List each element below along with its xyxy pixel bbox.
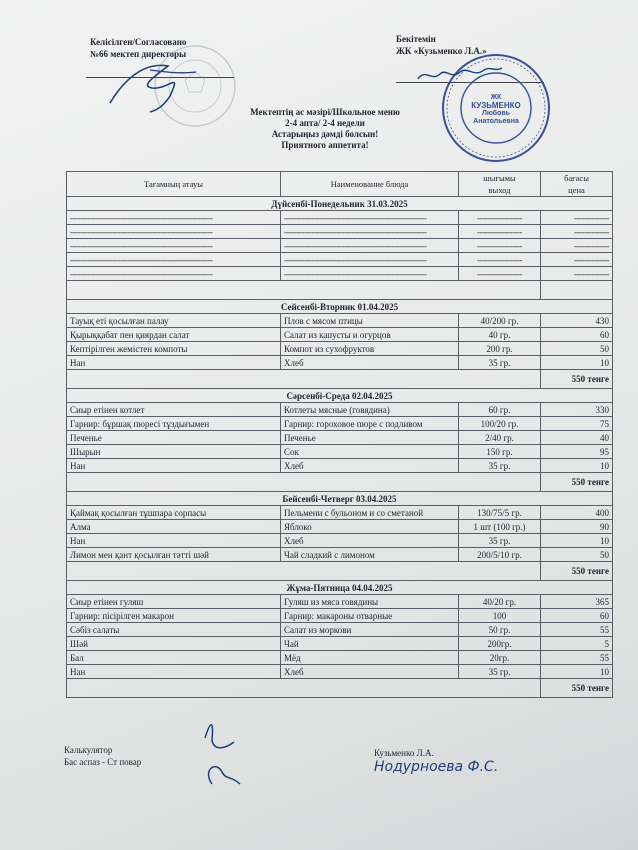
stamp-line2: КУЗЬМЕНКО [471, 101, 521, 110]
dish-name-kz: Алма [67, 520, 281, 534]
dish-price: 60 [541, 328, 613, 342]
table-row [67, 211, 613, 225]
dish-name-kz: --------------------------------------------------------- [67, 211, 281, 225]
dish-name-kz: Печенье [67, 431, 281, 445]
dish-name-kz: Гарнир: пісірілген макарон [67, 609, 281, 623]
day-total-row [67, 281, 613, 300]
chef-label: Бас аспаз - Ст повар [64, 757, 142, 767]
table-row [67, 459, 613, 473]
dish-name-kz: Нан [67, 534, 281, 548]
dish-name-ru: Котлеты мясные (говядина) [281, 403, 459, 417]
dish-output: 35 гр. [459, 356, 541, 370]
table-row [67, 637, 613, 651]
calculator-signature-icon [205, 725, 234, 748]
col-header-output-ru: выход [459, 184, 541, 197]
dish-output: 100 [459, 609, 541, 623]
dish-price: 400 [541, 506, 613, 520]
dish-price: 10 [541, 665, 613, 679]
dish-name-kz: Нан [67, 665, 281, 679]
greeting-ru: Приятного аппетита! [281, 140, 369, 150]
dish-name-ru: Пельмени с бульоном и со сметаной [281, 506, 459, 520]
dish-price: -------------- [541, 211, 613, 225]
total-spacer [67, 562, 541, 581]
day-total-row [67, 679, 613, 698]
day-total: 550 тенге [541, 679, 613, 698]
dish-price: 430 [541, 314, 613, 328]
approve-label: Бекітемін [396, 34, 436, 44]
dish-output: 130/75/5 гр. [459, 506, 541, 520]
table-row [67, 253, 613, 267]
dish-output: ------------------ [459, 225, 541, 239]
table-row [67, 609, 613, 623]
day-title: Бейсенбі-Четверг 03.04.2025 [67, 492, 613, 506]
dish-price: 10 [541, 534, 613, 548]
table-row [67, 623, 613, 637]
dish-output: ------------------ [459, 267, 541, 281]
director-signature-icon [110, 65, 175, 112]
dish-name-ru: Хлеб [281, 459, 459, 473]
stamp-line1: ЖК [490, 94, 502, 101]
dish-name-kz: Қырыққабат пен қиярдан салат [67, 328, 281, 342]
day-title: Сәрсенбі-Среда 02.04.2025 [67, 389, 613, 403]
col-header-price-kz: бағасы [541, 172, 613, 185]
total-spacer [67, 370, 541, 389]
dish-price: -------------- [541, 225, 613, 239]
table-row [67, 328, 613, 342]
day-header-row [67, 197, 613, 211]
day-header-row [67, 492, 613, 506]
dish-name-kz: Қаймақ қосылған тұшпара сорпасы [67, 506, 281, 520]
day-header-row [67, 300, 613, 314]
day-total: 550 тенге [541, 473, 613, 492]
dish-name-ru: --------------------------------------------------------- [281, 253, 459, 267]
dish-price: 50 [541, 342, 613, 356]
dish-name-kz: Нан [67, 459, 281, 473]
dish-output: ------------------ [459, 253, 541, 267]
col-header-ru: Наименование блюда [281, 172, 459, 197]
dish-output: ------------------ [459, 211, 541, 225]
dish-price: 95 [541, 445, 613, 459]
dish-output: 150 гр. [459, 445, 541, 459]
dish-name-kz: Тауық еті қосылған палау [67, 314, 281, 328]
dish-name-ru: Хлеб [281, 665, 459, 679]
agreed-label: Келісілген/Согласовано [90, 37, 187, 47]
dish-name-kz: Кептірілген жемістен компоты [67, 342, 281, 356]
table-row [67, 356, 613, 370]
dish-name-kz: Бал [67, 651, 281, 665]
dish-price: 60 [541, 609, 613, 623]
dish-name-ru: --------------------------------------------------------- [281, 239, 459, 253]
dish-price: -------------- [541, 239, 613, 253]
dish-name-kz: Нан [67, 356, 281, 370]
dish-output: 2/40 гр. [459, 431, 541, 445]
dish-name-ru: Мёд [281, 651, 459, 665]
dish-output: 40 гр. [459, 328, 541, 342]
dish-output: 40/20 гр. [459, 595, 541, 609]
chef-name-handwritten: Нодурноева Ф.С. [374, 759, 499, 775]
dish-name-ru: Гарнир: макароны отварные [281, 609, 459, 623]
entrepreneur-label: ЖК «Кузьменко Л.А.» [396, 46, 487, 56]
footer-left [64, 744, 141, 768]
dish-name-kz: --------------------------------------------------------- [67, 253, 281, 267]
menu-title: Мектептің ас мәзірі/Школьное меню [250, 107, 400, 117]
dish-name-ru: Хлеб [281, 356, 459, 370]
dish-price: 330 [541, 403, 613, 417]
stamp-text [468, 94, 524, 126]
day-total-row [67, 473, 613, 492]
dish-price: 50 [541, 548, 613, 562]
dish-output: 200гр. [459, 637, 541, 651]
greeting-kz: Астарыңыз дәмді болсын! [271, 129, 379, 139]
dish-name-ru: Плов с мясом птицы [281, 314, 459, 328]
menu-table-body [67, 197, 613, 698]
day-total-row [67, 370, 613, 389]
dish-name-ru: Компот из сухофруктов [281, 342, 459, 356]
table-row [67, 445, 613, 459]
dish-name-kz: Сиыр етінен котлет [67, 403, 281, 417]
dish-price: 10 [541, 459, 613, 473]
dish-name-ru: Гарнир: гороховое пюре с подливом [281, 417, 459, 431]
dish-name-ru: Салат из капусты и огурцов [281, 328, 459, 342]
dish-name-kz: Гарнир: бұршақ пюресі тұздығымен [67, 417, 281, 431]
dish-price: 55 [541, 651, 613, 665]
table-row [67, 595, 613, 609]
dish-name-ru: --------------------------------------------------------- [281, 225, 459, 239]
director-label: №66 мектеп директоры [90, 49, 187, 59]
menu-table [66, 171, 613, 698]
dish-output: 40/200 гр. [459, 314, 541, 328]
dish-output: 50 гр. [459, 623, 541, 637]
dish-output: 100/20 гр. [459, 417, 541, 431]
table-row [67, 403, 613, 417]
day-title: Сейсенбі-Вторник 01.04.2025 [67, 300, 613, 314]
dish-output: 35 гр. [459, 459, 541, 473]
dish-price: 5 [541, 637, 613, 651]
day-total: 550 тенге [541, 370, 613, 389]
footer-right [374, 747, 498, 773]
table-header-row [67, 172, 613, 185]
stamp-line3: Любовь [481, 110, 510, 117]
dish-name-ru: Яблоко [281, 520, 459, 534]
dish-name-kz: Сиыр етінен гуляш [67, 595, 281, 609]
col-header-kz: Тағамның атауы [67, 172, 281, 197]
dish-name-kz: --------------------------------------------------------- [67, 267, 281, 281]
day-total-row [67, 562, 613, 581]
dish-output: ------------------ [459, 239, 541, 253]
dish-name-kz: --------------------------------------------------------- [67, 225, 281, 239]
school-seal-icon [155, 46, 235, 126]
dish-name-kz: Лимон мен қант қосылған тәтті шәй [67, 548, 281, 562]
table-row [67, 520, 613, 534]
calculator-label: Калькулятор [64, 745, 113, 755]
table-row [67, 651, 613, 665]
day-title: Дүйсенбі-Понедельник 31.03.2025 [67, 197, 613, 211]
col-header-output-kz: шығымы [459, 172, 541, 185]
table-row [67, 267, 613, 281]
dish-price: 365 [541, 595, 613, 609]
dish-output: 1 шт (100 гр.) [459, 520, 541, 534]
chef-signature-icon [209, 767, 241, 784]
dish-output: 35 гр. [459, 534, 541, 548]
dish-output: 60 гр. [459, 403, 541, 417]
dish-output: 20гр. [459, 651, 541, 665]
menu-table-container [66, 171, 612, 698]
dish-price: -------------- [541, 253, 613, 267]
day-title: Жұма-Пятница 04.04.2025 [67, 581, 613, 595]
total-spacer [67, 281, 541, 300]
table-row [67, 225, 613, 239]
dish-price: -------------- [541, 267, 613, 281]
day-total [541, 281, 613, 300]
total-spacer [67, 679, 541, 698]
dish-price: 90 [541, 520, 613, 534]
table-row [67, 342, 613, 356]
dish-price: 40 [541, 431, 613, 445]
dish-name-ru: --------------------------------------------------------- [281, 267, 459, 281]
dish-name-kz: Шәй [67, 637, 281, 651]
table-row [67, 417, 613, 431]
dish-name-ru: Печенье [281, 431, 459, 445]
calculator-name: Кузьменко Л.А. [374, 748, 434, 758]
dish-output: 35 гр. [459, 665, 541, 679]
table-row [67, 431, 613, 445]
day-header-row [67, 389, 613, 403]
table-row [67, 548, 613, 562]
day-header-row [67, 581, 613, 595]
dish-name-kz: Шырын [67, 445, 281, 459]
table-row [67, 665, 613, 679]
dish-price: 55 [541, 623, 613, 637]
menu-weeks: 2-4 апта/ 2-4 недели [285, 118, 365, 128]
dish-output: 200/5/10 гр. [459, 548, 541, 562]
dish-name-ru: Сок [281, 445, 459, 459]
table-row [67, 239, 613, 253]
total-spacer [67, 473, 541, 492]
dish-name-ru: --------------------------------------------------------- [281, 211, 459, 225]
dish-name-ru: Гуляш из мяса говядины [281, 595, 459, 609]
col-header-price-ru: цена [541, 184, 613, 197]
dish-name-kz: --------------------------------------------------------- [67, 239, 281, 253]
dish-name-ru: Чай [281, 637, 459, 651]
dish-name-ru: Хлеб [281, 534, 459, 548]
dish-name-kz: Сәбіз салаты [67, 623, 281, 637]
dish-price: 75 [541, 417, 613, 431]
table-row [67, 534, 613, 548]
dish-price: 10 [541, 356, 613, 370]
day-total: 550 тенге [541, 562, 613, 581]
dish-name-ru: Салат из моркови [281, 623, 459, 637]
dish-name-ru: Чай сладкий с лимоном [281, 548, 459, 562]
dish-output: 200 гр. [459, 342, 541, 356]
table-row [67, 506, 613, 520]
table-row [67, 314, 613, 328]
stamp-line4: Анатольевна [473, 118, 519, 125]
